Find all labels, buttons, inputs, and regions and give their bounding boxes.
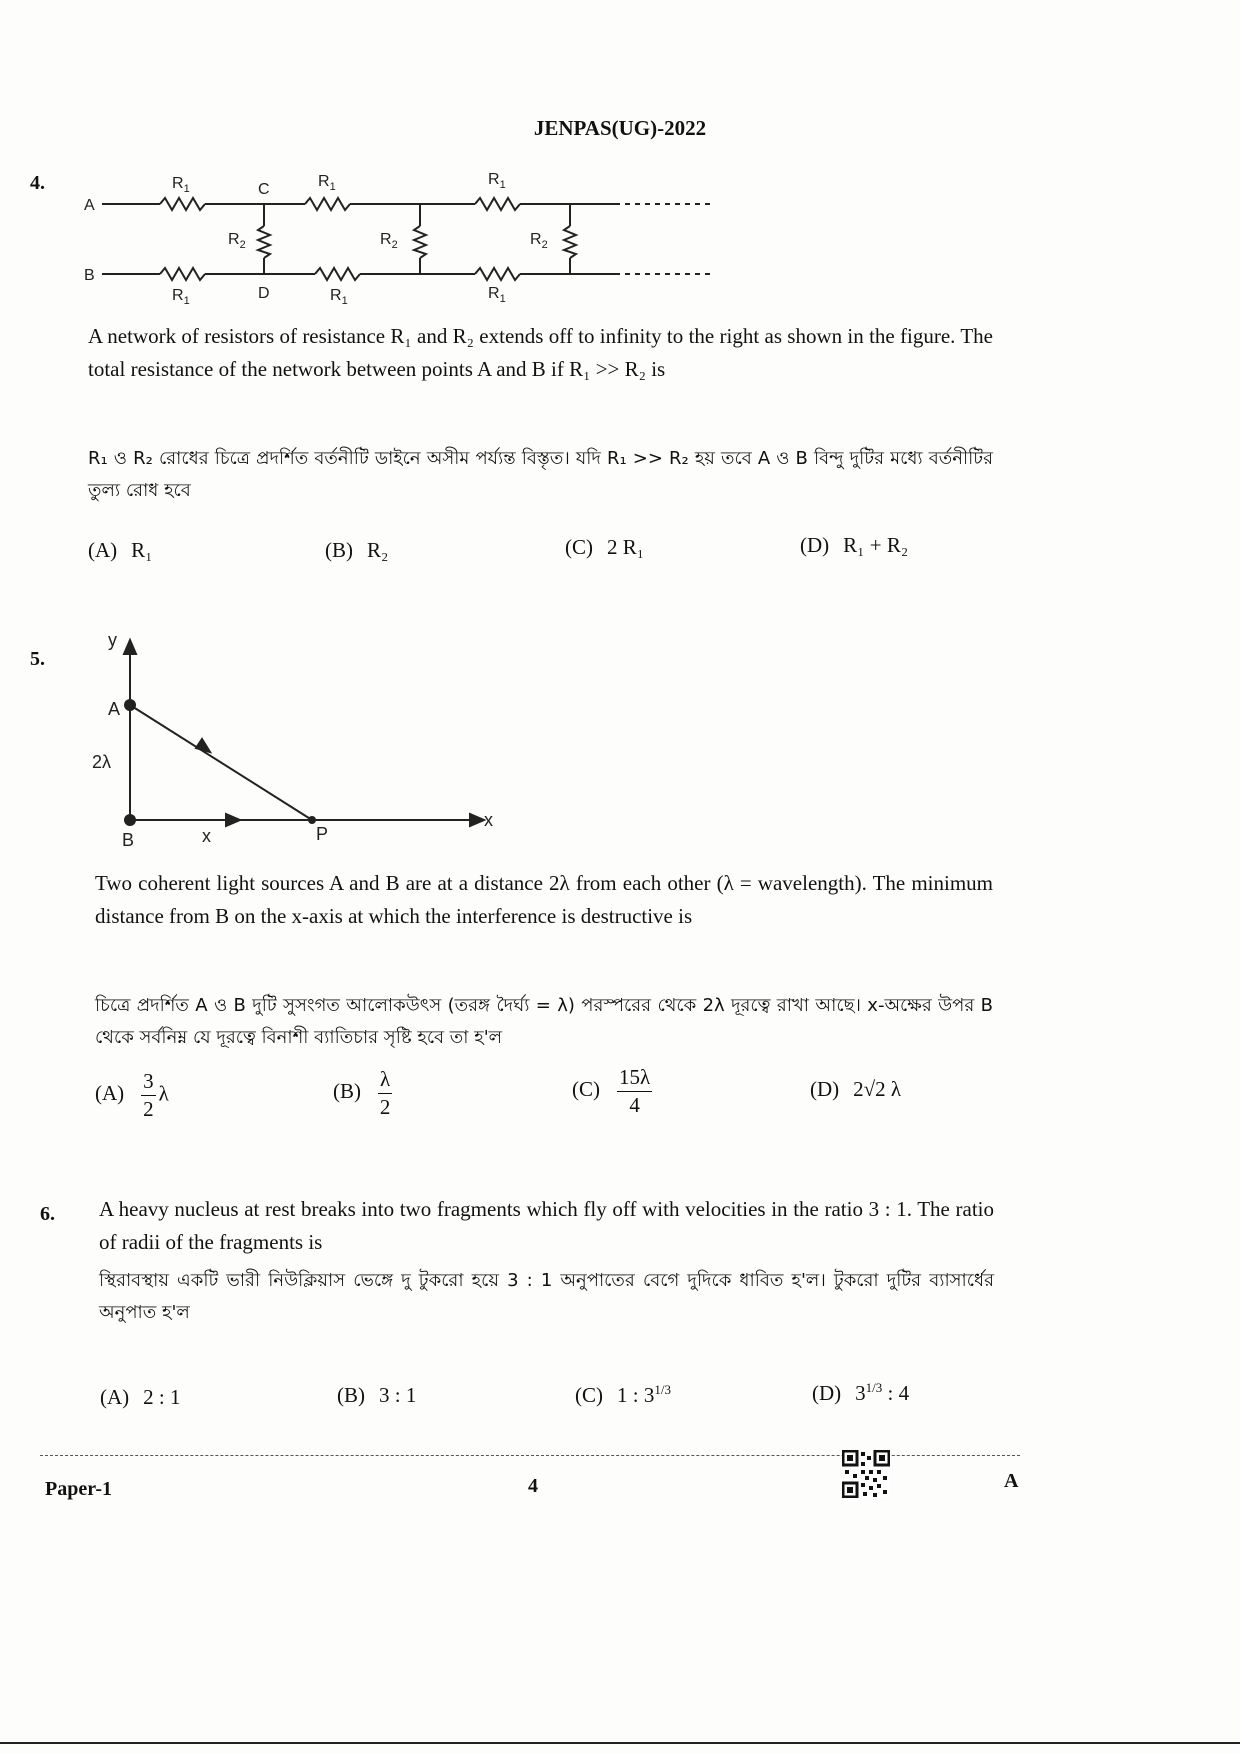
question-6-bengali: স্থিরাবস্থায় একটি ভারী নিউক্লিয়াস ভেঙ্গে দু টুকরো হয়ে 3 : 1 অনুপাতের বেগে দুদিকে ধাবিত হ'ল। টুকরো দুটির ব্যাসার্ধের অনুপাত হ'ল [99, 1270, 994, 1323]
svg-text:R1: $R_1$ [330, 287, 348, 307]
point-p-label: P [316, 824, 329, 844]
page-bottom-border [0, 1742, 1240, 1744]
svg-text:R1: $R_1$ [318, 173, 336, 193]
q4-option-d[interactable]: (D) R₁ + R₂ [800, 533, 909, 557]
question-4-english: A network of resistors of resistance R₁ and R₂ extends off to infinity to the right as shown in the figure. The total resistance of the network between points A and B if R₁ >> R₂ is [88, 324, 993, 381]
page-number: 4 [528, 1475, 538, 1497]
question-6-english: A heavy nucleus at rest breaks into two fragments which fly off with velocities in the ratio 3 : 1. The ratio of radii of the fragments is [99, 1197, 994, 1254]
point-a-label: A [108, 699, 121, 719]
node-c-label: C [258, 181, 270, 198]
svg-text:R1: $R_1$ [172, 287, 190, 307]
q4-option-a[interactable]: (A) R₁ [88, 538, 153, 562]
q4-option-b[interactable]: (B) R₂ [325, 538, 389, 562]
q6-option-a[interactable]: (A) 2 : 1 [100, 1385, 181, 1409]
resistor-network-figure [80, 160, 720, 310]
distance-label: 2λ [92, 752, 112, 772]
question-5-bengali: চিত্রে প্রদর্শিত A ও B দুটি সুসংগত আলোকউৎস (তরঙ্গ দৈর্ঘ্য = λ) পরস্পরের থেকে 2λ দূরত্বে রাখা আছে। x-অক্ষের উপর B থেকে সর্বনিম্ন যে দূরত্বে বিনাশী ব্যাতিচার সৃষ্টি হবে তা হ'ল [95, 995, 993, 1048]
svg-text:R1: $R_1$ [172, 175, 190, 195]
interference-figure [80, 630, 500, 860]
q5-option-c[interactable]: (C) $\frac{15\lambda}{4}$ [572, 1065, 651, 1118]
node-d-label: D [258, 285, 270, 302]
q5-option-d[interactable]: (D) 2√2 λ [810, 1077, 902, 1101]
question-4-bengali: R₁ ও R₂ রোধের চিত্রে প্রদর্শিত বর্তনীটি ডাইনে অসীম পর্য্যন্ত বিস্তৃত। যদি R₁ >> R₂ হয় তবে A ও B বিন্দু দুটির মধ্যে বর্তনীটির তুল্য রোধ হবে [88, 448, 993, 501]
paper-label: Paper-1 [45, 1478, 113, 1500]
page-title: JENPAS(UG)-2022 [533, 116, 707, 140]
q4-option-c[interactable]: (C) 2 R₁ [565, 535, 645, 559]
qr-code-icon [842, 1450, 890, 1498]
question-5-english: Two coherent light sources A and B are at a distance 2λ from each other (λ = wavelength). The minimum distance from B on the x-axis at which the interference is destructive is [95, 871, 993, 928]
svg-text:R2: $R_2$ [530, 231, 548, 251]
q5-option-b[interactable]: (B) $\frac{\lambda}{2}$ [333, 1067, 391, 1120]
question-number-4: 4. [30, 172, 45, 194]
q6-option-d[interactable]: (D) $3^{1/3}$ : 4 [812, 1380, 910, 1405]
q6-option-b[interactable]: (B) 3 : 1 [337, 1383, 417, 1407]
svg-text:R2: $R_2$ [380, 231, 398, 251]
x-distance-label: x [202, 826, 211, 846]
svg-text:R1: $R_1$ [488, 285, 506, 305]
question-number-6: 6. [40, 1203, 55, 1225]
x-axis-label: x [484, 810, 493, 830]
q6-option-c[interactable]: (C) 1 : $3^{1/3}$ [575, 1382, 671, 1407]
svg-text:R2: $R_2$ [228, 231, 246, 251]
svg-text:R1: $R_1$ [488, 171, 506, 191]
node-b-label: B [84, 267, 95, 284]
question-number-5: 5. [30, 648, 45, 670]
set-label: A [1004, 1470, 1019, 1492]
q5-option-a[interactable]: (A) $\frac{3}{2}$ λ [95, 1069, 169, 1122]
point-b-label: B [122, 830, 135, 850]
node-a-label: A [84, 197, 95, 214]
y-axis-label: y [108, 630, 117, 650]
